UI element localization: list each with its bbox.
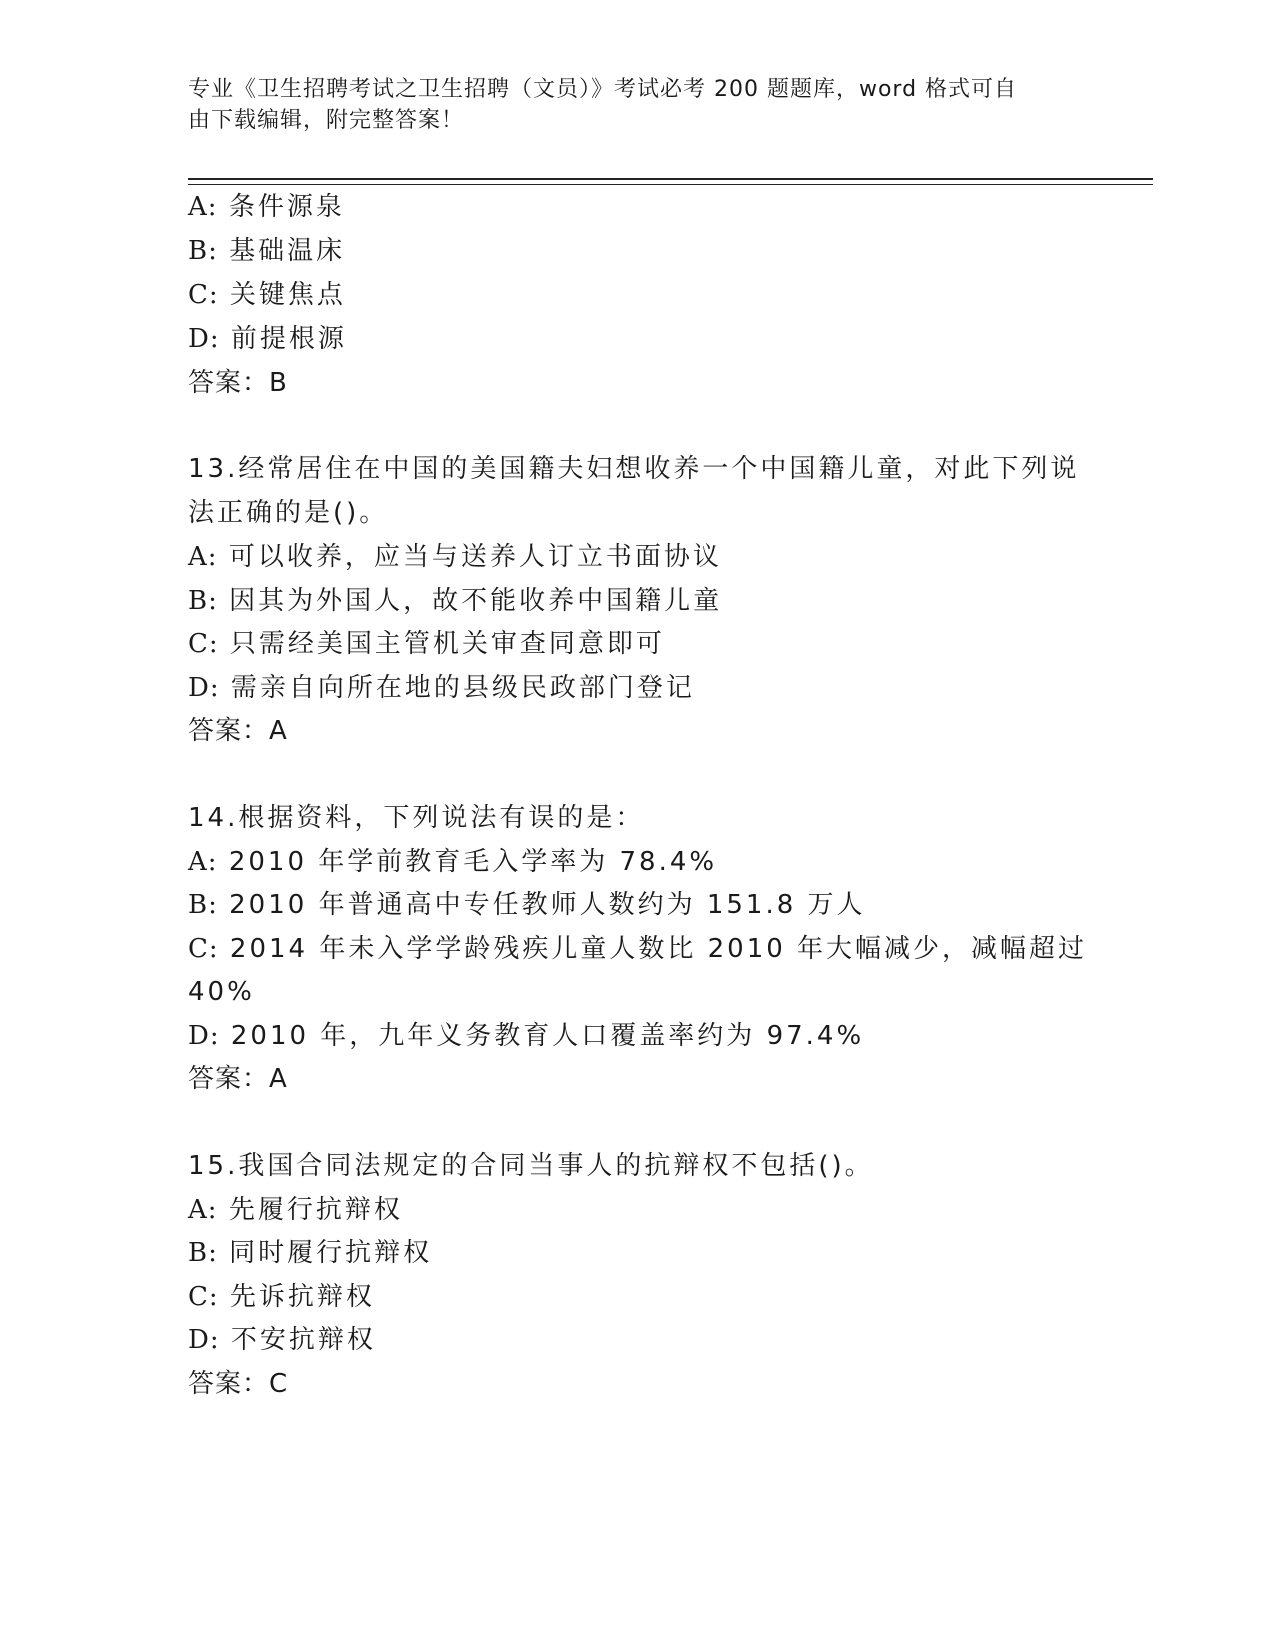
option-text: 2010 年学前教育毛入学率为 78.4% bbox=[228, 847, 718, 877]
option-text: 2010 年普通高中专任教师人数约为 151.8 万人 bbox=[229, 890, 866, 920]
option-text: 需亲自向所在地的县级民政部门登记 bbox=[230, 673, 695, 703]
option-label: B: bbox=[188, 1238, 218, 1268]
option-text: 只需经美国主管机关审查同意即可 bbox=[229, 629, 665, 659]
option-text: 先履行抗辩权 bbox=[228, 1195, 403, 1225]
option-text: 2010 年，九年义务教育人口覆盖率约为 97.4% bbox=[230, 1021, 865, 1051]
option-label: C: bbox=[188, 934, 219, 964]
q14-option-a bbox=[188, 845, 717, 879]
q14-option-c bbox=[188, 932, 1087, 966]
prev-option-a bbox=[188, 190, 345, 224]
option-label: A: bbox=[188, 847, 218, 877]
q15-option-b bbox=[188, 1236, 432, 1270]
option-label: C: bbox=[188, 629, 219, 659]
q14-option-c-continued bbox=[188, 975, 255, 1009]
option-label: A: bbox=[188, 1195, 218, 1225]
option-text: 因其为外国人，故不能收养中国籍儿童 bbox=[229, 586, 723, 616]
header-rule-thin bbox=[188, 184, 1153, 185]
option-label: D: bbox=[188, 673, 220, 703]
option-text: 40% bbox=[188, 977, 255, 1007]
q13-answer: 答案：A bbox=[188, 716, 288, 746]
header-rule-thick bbox=[188, 178, 1153, 180]
option-label: C: bbox=[188, 1282, 219, 1312]
option-text: 2014 年未入学学龄残疾儿童人数比 2010 年大幅减少，减幅超过 bbox=[229, 934, 1088, 964]
option-label: D: bbox=[188, 1021, 220, 1051]
option-label: B: bbox=[188, 236, 218, 266]
option-label: A: bbox=[188, 542, 218, 572]
q14-option-b bbox=[188, 888, 866, 922]
option-label: D: bbox=[188, 1325, 220, 1355]
option-text: 可以收养，应当与送养人订立书面协议 bbox=[228, 542, 722, 572]
q14-answer: 答案：A bbox=[188, 1064, 288, 1094]
q15-option-a bbox=[188, 1193, 403, 1227]
q13-stem-line-2: 法正确的是()。 bbox=[188, 498, 389, 528]
prev-answer: 答案：B bbox=[188, 368, 288, 398]
q13-stem-line-1: 13.经常居住在中国的美国籍夫妇想收养一个中国籍儿童，对此下列说 bbox=[188, 454, 1080, 484]
q14-option-d bbox=[188, 1019, 864, 1053]
prev-option-c bbox=[188, 278, 346, 312]
option-text: 关键焦点 bbox=[229, 280, 346, 310]
option-label: B: bbox=[188, 586, 218, 616]
q13-option-d bbox=[188, 671, 695, 705]
option-label: B: bbox=[188, 890, 218, 920]
header-line-1: 专业《卫生招聘考试之卫生招聘（文员）》考试必考 200 题题库，word 格式可自 bbox=[188, 77, 1018, 102]
option-label: C: bbox=[188, 280, 219, 310]
option-label: D: bbox=[188, 324, 220, 354]
header-line-2: 由下载编辑，附完整答案！ bbox=[188, 108, 465, 133]
q15-option-c bbox=[188, 1280, 375, 1314]
q13-option-c bbox=[188, 627, 665, 661]
q13-option-a bbox=[188, 540, 722, 574]
q14-stem-line-1: 14.根据资料，下列说法有误的是： bbox=[188, 803, 645, 833]
q13-option-b bbox=[188, 584, 722, 618]
option-text: 先诉抗辩权 bbox=[229, 1282, 375, 1312]
q15-option-d bbox=[188, 1323, 376, 1357]
option-text: 条件源泉 bbox=[228, 192, 345, 222]
q15-stem-line-1: 15.我国合同法规定的合同当事人的抗辩权不包括()。 bbox=[188, 1151, 874, 1181]
option-text: 不安抗辩权 bbox=[230, 1325, 376, 1355]
prev-option-b bbox=[188, 234, 345, 268]
option-text: 前提根源 bbox=[230, 324, 347, 354]
option-label: A: bbox=[188, 192, 218, 222]
option-text: 基础温床 bbox=[229, 236, 346, 266]
document-header bbox=[188, 74, 1068, 136]
option-text: 同时履行抗辩权 bbox=[229, 1238, 433, 1268]
q15-answer: 答案：C bbox=[188, 1369, 289, 1399]
prev-option-d bbox=[188, 322, 347, 356]
